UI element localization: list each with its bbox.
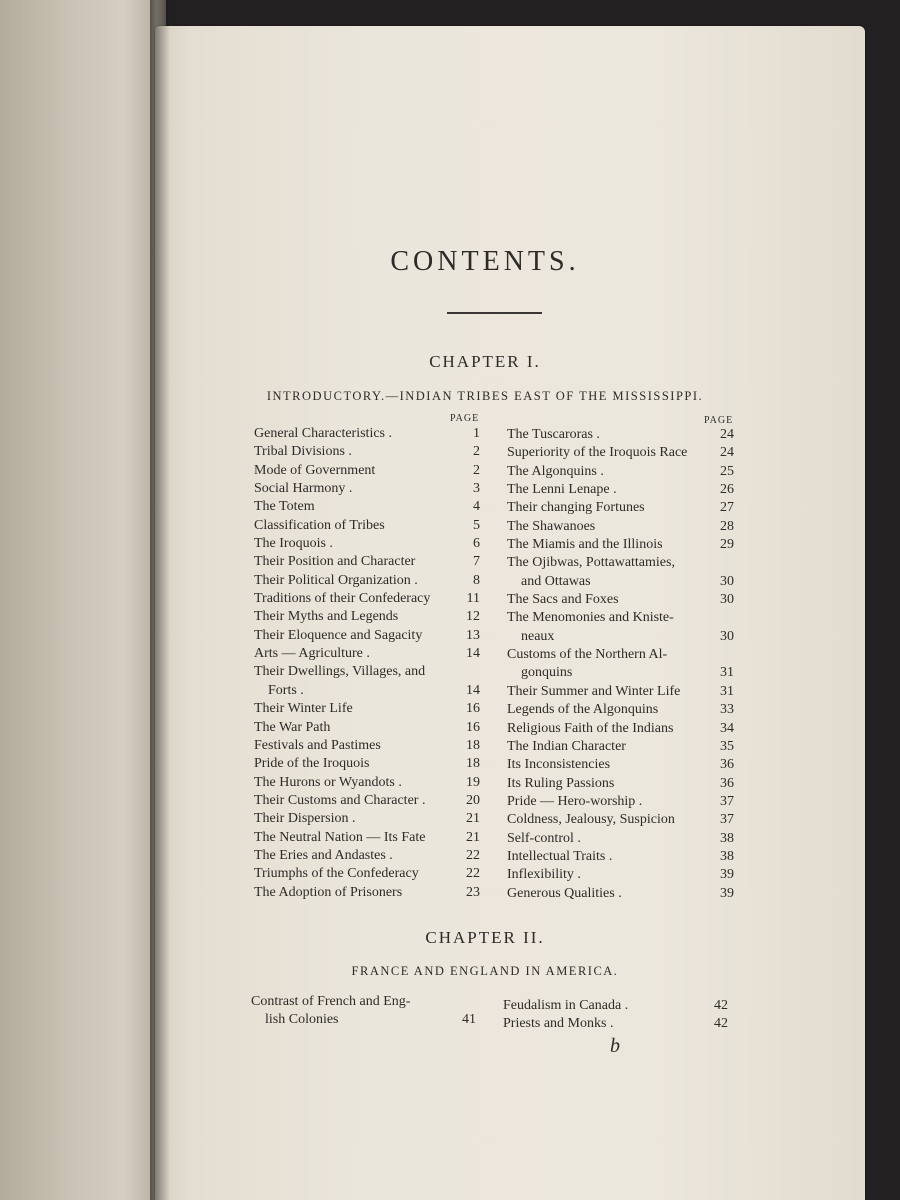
toc-entry-title: Generous Qualities . (507, 885, 622, 901)
toc-entry-title: The Shawanoes (507, 518, 596, 534)
toc-entry-title: Their Political Organization . (254, 572, 418, 588)
toc-entry (507, 720, 734, 738)
toc-entry (507, 518, 734, 536)
toc-entry-title: Pride — Hero-worship . (507, 793, 643, 809)
toc-entry (507, 646, 734, 664)
toc-entry (254, 627, 480, 645)
toc-entry-title: Legends of the Algonquins (507, 702, 659, 718)
toc-entry (507, 463, 734, 481)
toc-entry-page: 12 (466, 609, 480, 625)
toc-entry (254, 719, 480, 737)
toc-entry-title: Classification of Tribes (254, 517, 385, 533)
toc-entry-title: Their Summer and Winter Life (507, 683, 681, 699)
toc-entry-page: 11 (466, 591, 480, 607)
toc-entry-page: 14 (466, 646, 480, 662)
toc-entry-title: The Miamis and the Illinois (507, 537, 663, 553)
toc-entry (507, 573, 734, 591)
toc-entry (254, 462, 480, 480)
toc-entry (507, 554, 734, 572)
toc-entry (507, 536, 734, 554)
toc-entry-page: 39 (720, 867, 734, 883)
toc-entry (254, 774, 480, 792)
toc-entry-page: 30 (720, 592, 734, 608)
toc-entry-page: 27 (720, 500, 734, 516)
toc-entry (251, 1011, 476, 1029)
toc-entry-page: 38 (720, 830, 734, 846)
toc-entry-title: The Lenni Lenape . (507, 482, 617, 498)
toc-entry-page: 19 (466, 774, 480, 790)
toc-entry-page: 37 (720, 812, 734, 828)
toc-entry-title: Social Harmony . (254, 481, 353, 497)
toc-entry-title: Triumphs of the Confederacy (254, 866, 419, 882)
chapter-1-right-column (507, 426, 734, 903)
toc-entry (254, 480, 480, 498)
toc-entry-page: 36 (720, 757, 734, 773)
toc-entry-page: 37 (720, 793, 734, 809)
title-rule (447, 312, 542, 314)
toc-entry-page: 16 (466, 701, 480, 717)
toc-entry-page: 36 (720, 775, 734, 791)
toc-entry (254, 663, 480, 681)
toc-entry (254, 884, 480, 902)
chapter-2-heading: CHAPTER II. (425, 928, 545, 947)
toc-entry-page: 41 (462, 1012, 476, 1028)
toc-entry (507, 830, 734, 848)
toc-entry-title: The Iroquois . (254, 536, 333, 552)
toc-entry-page: 24 (720, 427, 734, 442)
toc-entry-page: 1 (473, 426, 480, 441)
toc-entry-title: Traditions of their Confederacy (254, 591, 431, 607)
toc-entry (254, 792, 480, 810)
toc-entry-page: 21 (466, 829, 480, 845)
toc-entry-page: 14 (466, 682, 480, 698)
toc-entry (507, 481, 734, 499)
toc-entry (254, 829, 480, 847)
toc-entry (254, 572, 480, 590)
toc-entry (507, 701, 734, 719)
toc-entry-title: The Indian Character (507, 738, 626, 754)
toc-entry (507, 775, 734, 793)
toc-entry-title: Intellectual Traits . (507, 848, 613, 864)
toc-entry-page: 7 (473, 554, 480, 570)
toc-entry (507, 426, 734, 444)
toc-entry-title: Self-control . (507, 830, 581, 846)
toc-entry (254, 682, 480, 700)
toc-entry-page: 8 (473, 572, 480, 588)
toc-entry (254, 553, 480, 571)
toc-entry-title: Superiority of the Iroquois Race (507, 445, 688, 461)
toc-entry-title: The Hurons or Wyandots . (254, 774, 402, 790)
toc-entry-page: 33 (720, 702, 734, 718)
toc-entry-title: The Tuscaroras . (507, 427, 600, 442)
chapter-1-left-column (254, 425, 480, 902)
toc-entry (507, 866, 734, 884)
toc-entry-page: 26 (720, 482, 734, 498)
chapter-2-left-column (251, 993, 476, 1030)
toc-entry-page: 18 (466, 756, 480, 772)
toc-entry-page: 16 (466, 719, 480, 735)
toc-entry-title: Tribal Divisions . (254, 444, 352, 460)
toc-entry-page: 30 (720, 573, 734, 589)
toc-entry (507, 683, 734, 701)
chapter-2-right-column (503, 997, 728, 1034)
toc-entry-title: The Adoption of Prisoners (254, 884, 403, 900)
toc-entry-title: Their Myths and Legends (254, 609, 399, 625)
toc-entry-page: 38 (720, 848, 734, 864)
toc-entry-title: Their Dispersion . (254, 811, 356, 827)
toc-entry-title: and Ottawas (521, 573, 591, 589)
toc-entry-title: The Algonquins . (507, 463, 604, 479)
toc-entry-page: 31 (720, 683, 734, 699)
toc-entry-page: 2 (473, 462, 480, 478)
chapter-1-heading: CHAPTER I. (429, 352, 541, 371)
page-column-label-left: PAGE (450, 413, 480, 424)
toc-entry (503, 1015, 728, 1033)
toc-entry-title: Their Position and Character (254, 554, 416, 570)
toc-entry (254, 535, 480, 553)
toc-entry (251, 993, 476, 1011)
toc-entry-page: 13 (466, 627, 480, 643)
toc-entry-page: 25 (720, 463, 734, 479)
toc-entry (254, 755, 480, 773)
toc-entry-title: Their changing Fortunes (507, 500, 645, 516)
toc-entry-title: gonquins (521, 665, 573, 681)
toc-entry (507, 756, 734, 774)
toc-entry-page: 3 (473, 481, 480, 497)
toc-entry-title: Its Inconsistencies (507, 757, 611, 773)
toc-entry-page: 31 (720, 665, 734, 681)
toc-entry-title: Customs of the Northern Al- (507, 647, 668, 663)
toc-entry-page: 2 (473, 444, 480, 460)
page-title: CONTENTS. (390, 246, 580, 277)
toc-entry-title: Arts — Agriculture . (254, 646, 370, 662)
toc-entry-title: Forts . (268, 682, 304, 698)
toc-entry-page: 21 (466, 811, 480, 827)
toc-entry-title: Inflexibility . (507, 867, 581, 883)
toc-entry-title: The Eries and Andastes . (254, 847, 393, 863)
chapter-1-subtitle: INTRODUCTORY.—INDIAN TRIBES EAST OF THE MISSISSIPPI. (266, 389, 704, 403)
toc-entry (254, 645, 480, 663)
toc-entry-title: The Menomonies and Kniste- (507, 610, 674, 626)
toc-entry (254, 810, 480, 828)
toc-entry-title: Contrast of French and Eng- (251, 994, 411, 1009)
toc-entry-title: neaux (521, 628, 555, 644)
toc-entry (507, 609, 734, 627)
toc-entry-title: Feudalism in Canada . (503, 998, 629, 1013)
toc-entry (254, 443, 480, 461)
signature-mark: b (610, 1035, 620, 1057)
toc-entry (254, 517, 480, 535)
toc-entry (507, 664, 734, 682)
toc-entry (254, 847, 480, 865)
facing-page (0, 0, 166, 1200)
toc-entry-title: Its Ruling Passions (507, 775, 615, 791)
toc-entry-title: The Totem (254, 499, 315, 515)
toc-entry-title: Priests and Monks . (503, 1016, 614, 1032)
toc-entry-title: Mode of Government (254, 462, 376, 478)
toc-entry-page: 39 (720, 885, 734, 901)
toc-entry-page: 23 (466, 884, 480, 900)
toc-entry (507, 811, 734, 829)
book-gutter (150, 0, 170, 1200)
toc-entry-title: Their Winter Life (254, 701, 353, 717)
toc-entry (507, 793, 734, 811)
toc-entry-page: 42 (714, 998, 728, 1013)
toc-entry (254, 590, 480, 608)
toc-entry (507, 591, 734, 609)
toc-entry (507, 848, 734, 866)
toc-entry-title: Coldness, Jealousy, Suspicion (507, 812, 675, 828)
toc-entry-page: 20 (466, 792, 480, 808)
toc-entry (254, 608, 480, 626)
page-column-label-right: PAGE (704, 415, 734, 426)
toc-entry-page: 35 (720, 738, 734, 754)
toc-entry-page: 22 (466, 866, 480, 882)
toc-entry-page: 42 (714, 1016, 728, 1032)
toc-entry-title: Their Customs and Character . (254, 792, 426, 808)
toc-entry (254, 737, 480, 755)
toc-entry-page: 22 (466, 847, 480, 863)
toc-entry-page: 28 (720, 518, 734, 534)
toc-entry-title: Their Dwellings, Villages, and (254, 664, 426, 680)
toc-entry-title: The Ojibwas, Pottawattamies, (507, 555, 675, 571)
toc-entry-page: 18 (466, 737, 480, 753)
toc-entry-page: 30 (720, 628, 734, 644)
toc-entry (254, 425, 480, 443)
chapter-2-subtitle: FRANCE AND ENGLAND IN AMERICA. (351, 964, 619, 978)
toc-entry-page: 34 (720, 720, 734, 736)
toc-entry (254, 498, 480, 516)
toc-entry-title: Religious Faith of the Indians (507, 720, 674, 736)
toc-entry (254, 865, 480, 883)
toc-entry (507, 738, 734, 756)
toc-entry-page: 24 (720, 445, 734, 461)
toc-entry-title: lish Colonies (265, 1012, 339, 1028)
toc-entry-page: 29 (720, 537, 734, 553)
toc-entry-title: The Neutral Nation — Its Fate (254, 829, 426, 845)
toc-entry (507, 628, 734, 646)
toc-entry-title: Festivals and Pastimes (254, 737, 381, 753)
toc-entry-page: 6 (473, 536, 480, 552)
toc-entry-title: The War Path (254, 719, 331, 735)
toc-entry-title: General Characteristics . (254, 426, 392, 441)
toc-entry (507, 499, 734, 517)
toc-entry (507, 885, 734, 903)
toc-entry (507, 444, 734, 462)
toc-entry-page: 5 (473, 517, 480, 533)
toc-entry (503, 997, 728, 1015)
toc-entry-page: 4 (473, 499, 480, 515)
toc-entry-title: The Sacs and Foxes (507, 592, 619, 608)
toc-entry-title: Their Eloquence and Sagacity (254, 627, 423, 643)
toc-entry (254, 700, 480, 718)
toc-entry-title: Pride of the Iroquois (254, 756, 370, 772)
